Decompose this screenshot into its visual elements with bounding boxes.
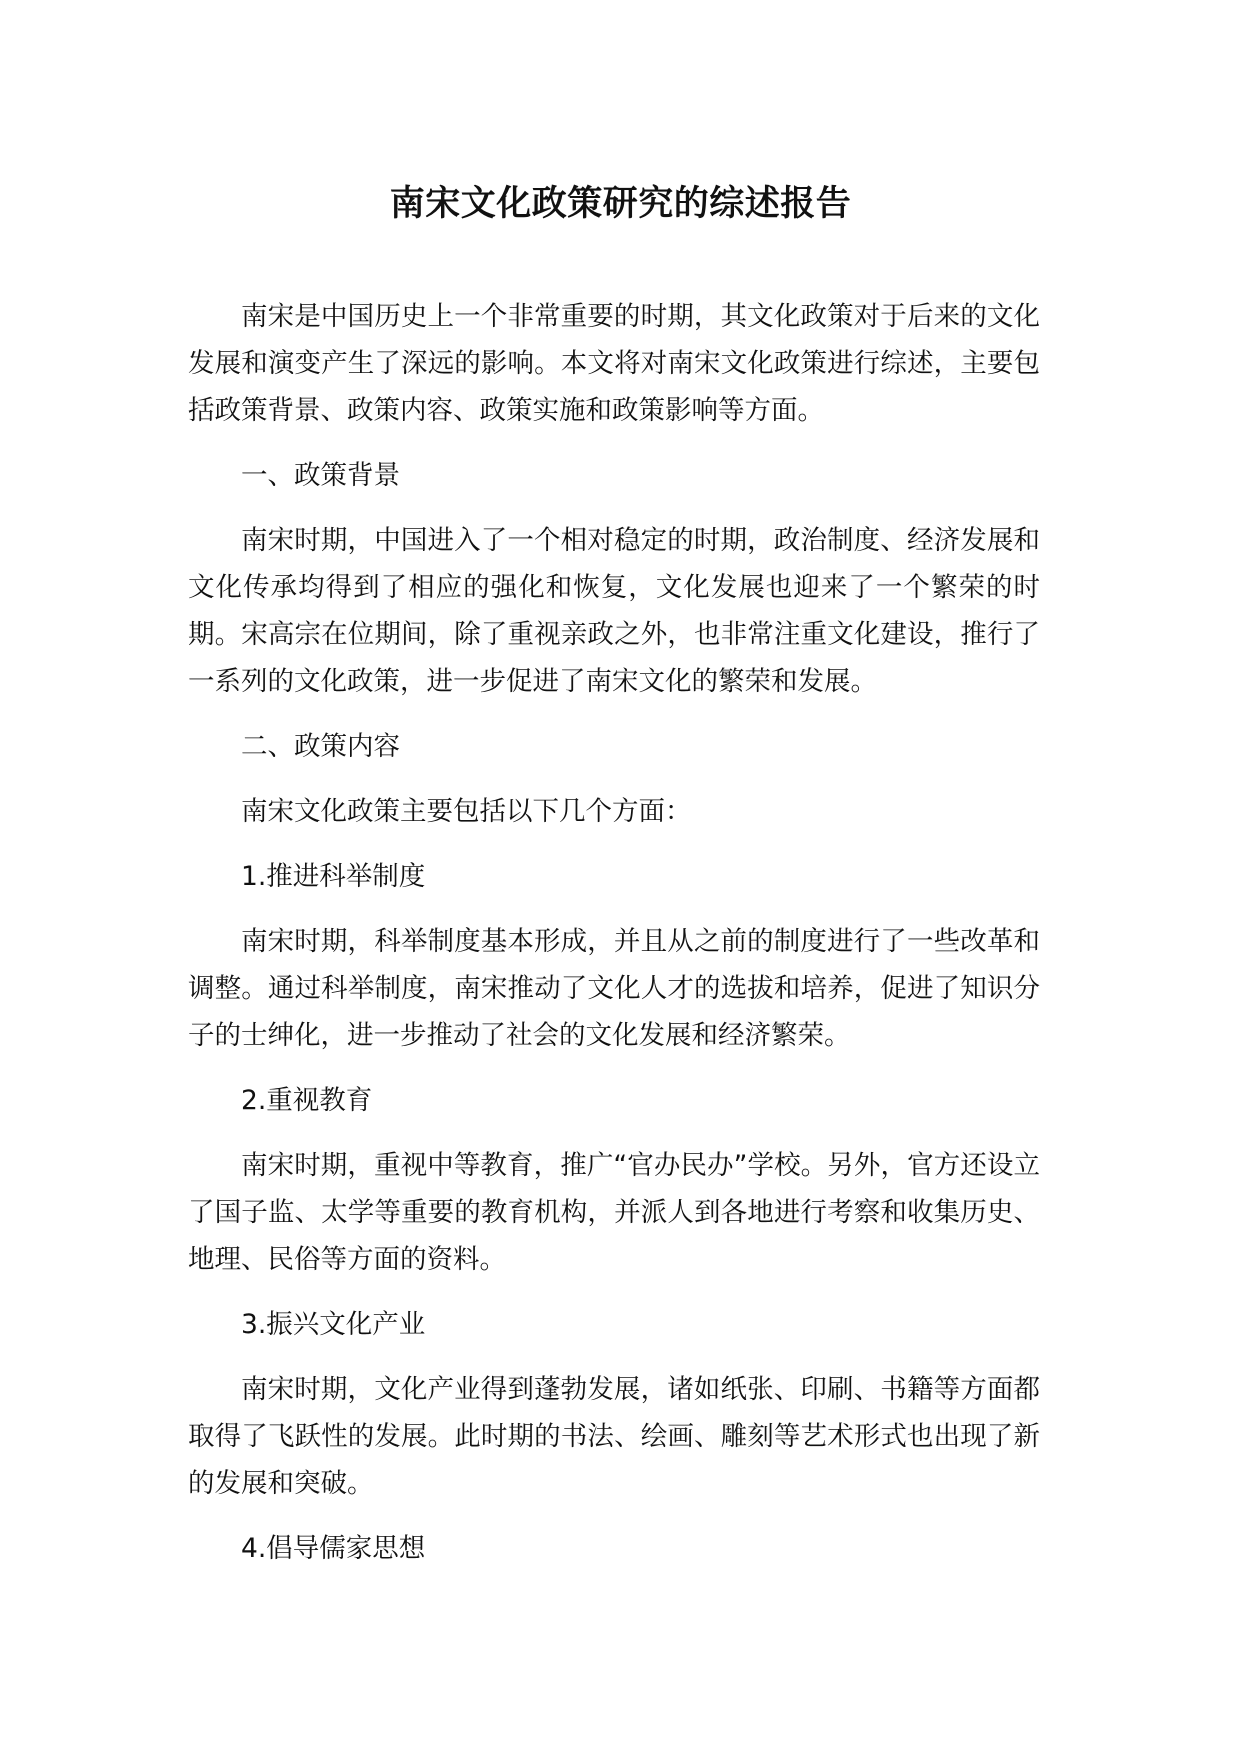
section-heading-background: 一、政策背景 — [241, 460, 400, 491]
subheading-culture-industry: 3.振兴文化产业 — [241, 1309, 426, 1340]
section-heading-content: 二、政策内容 — [241, 731, 400, 762]
content-intro-paragraph: 南宋文化政策主要包括以下几个方面： — [241, 796, 692, 827]
subheading-confucianism: 4.倡导儒家思想 — [241, 1533, 426, 1564]
background-paragraph: 南宋时期，中国进入了一个相对稳定的时期，政治制度、经济发展和文化传承均得到了相应的强化和恢复，文化发展也迎来了一个繁荣的时期。宋高宗在位期间，除了重视亲政之外，也非常注重文化建设，推行了一系列的文化政策，进一步促进了南宋文化的繁荣和发展。 — [188, 525, 1040, 697]
document-title: 南宋文化政策研究的综述报告 — [389, 184, 852, 224]
imperial-exam-paragraph: 南宋时期，科举制度基本形成，并且从之前的制度进行了一些改革和调整。通过科举制度，南宋推动了文化人才的选拔和培养，促进了知识分子的士绅化，进一步推动了社会的文化发展和经济繁荣。 — [188, 926, 1040, 1051]
intro-paragraph: 南宋是中国历史上一个非常重要的时期，其文化政策对于后来的文化发展和演变产生了深远的影响。本文将对南宋文化政策进行综述，主要包括政策背景、政策内容、政策实施和政策影响等方面。 — [188, 301, 1040, 426]
subheading-imperial-exam: 1.推进科举制度 — [241, 861, 426, 892]
culture-industry-paragraph: 南宋时期，文化产业得到蓬勃发展，诸如纸张、印刷、书籍等方面都取得了飞跃性的发展。此时期的书法、绘画、雕刻等艺术形式也出现了新的发展和突破。 — [188, 1374, 1040, 1499]
education-paragraph: 南宋时期，重视中等教育，推广“官办民办”学校。另外，官方还设立了国子监、太学等重要的教育机构，并派人到各地进行考察和收集历史、地理、民俗等方面的资料。 — [188, 1150, 1040, 1275]
subheading-education: 2.重视教育 — [241, 1085, 373, 1116]
document-body — [188, 293, 1040, 1590]
